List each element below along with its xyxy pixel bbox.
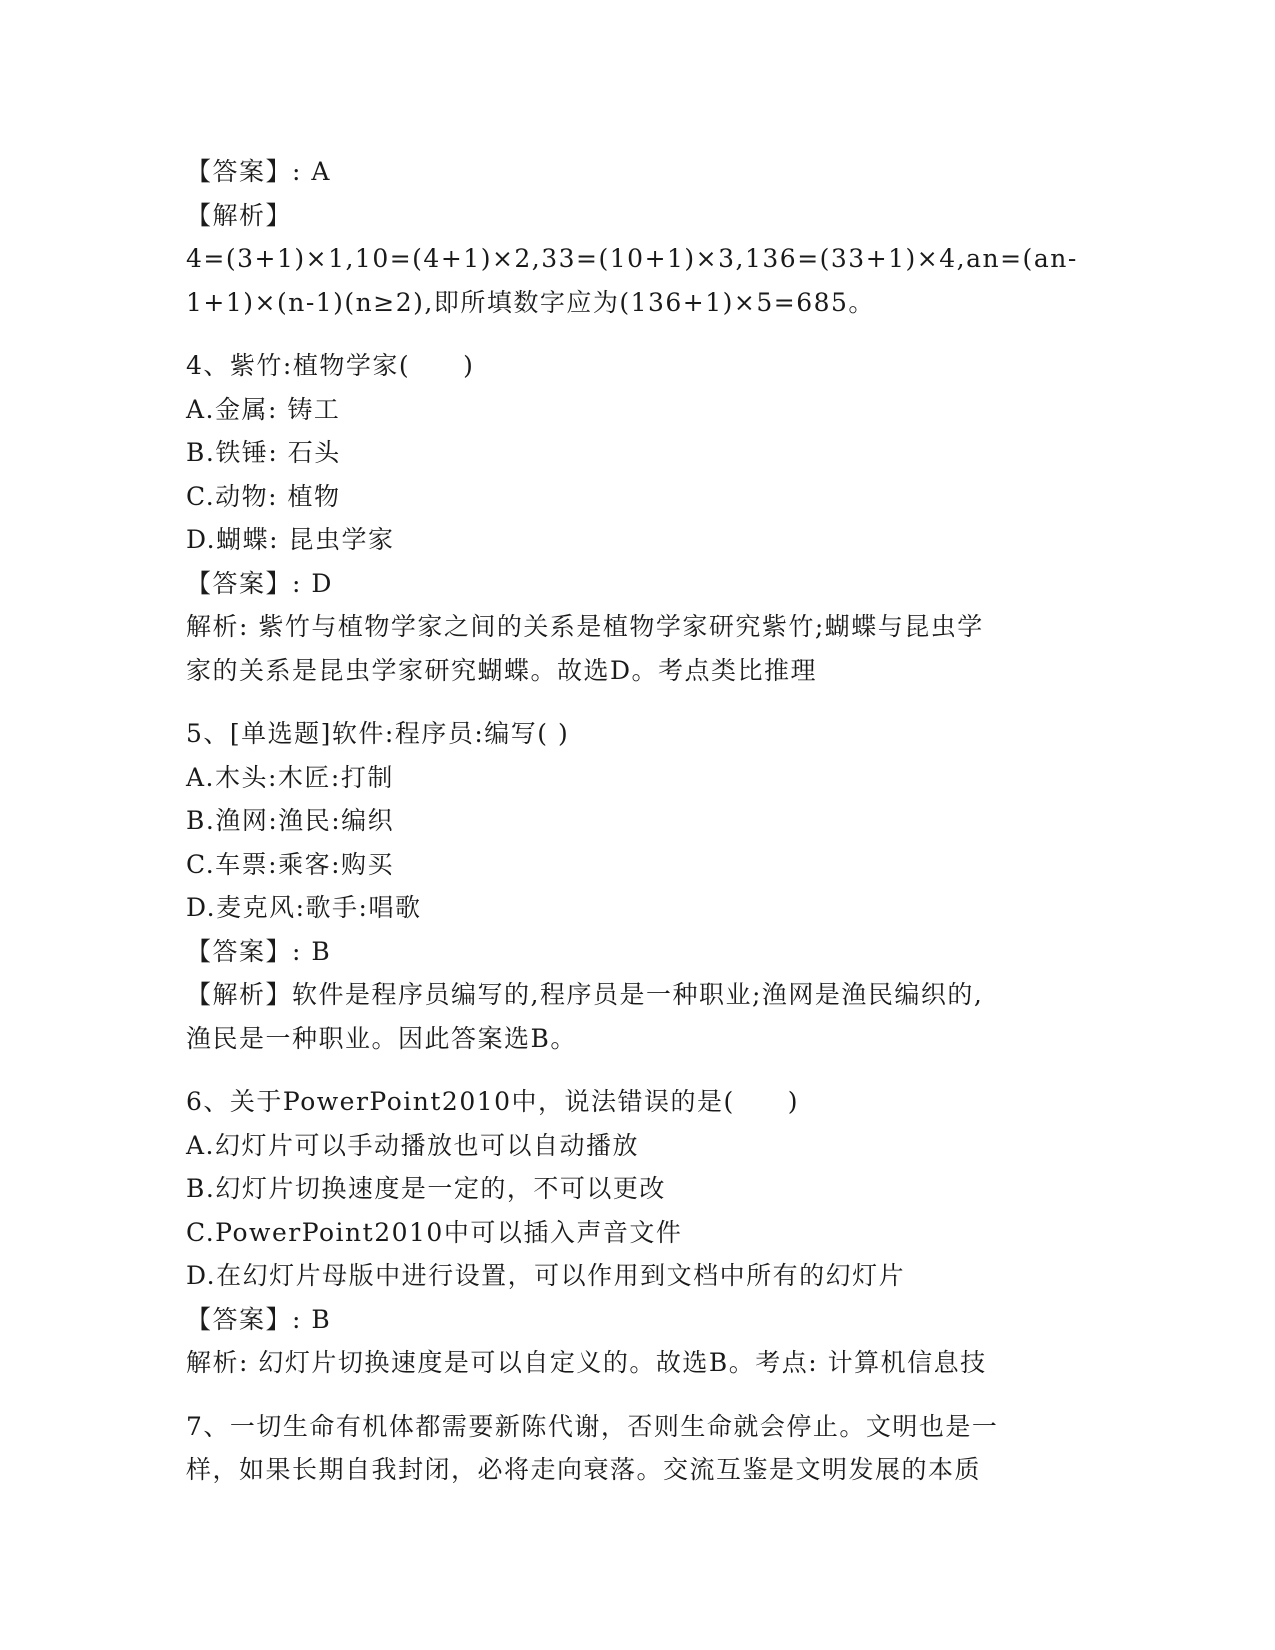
option-c: C.动物: 植物 xyxy=(186,481,341,511)
question-6-block xyxy=(186,1080,1086,1385)
question-3-answer-block xyxy=(186,150,1086,324)
option-b: B.渔网:渔民:编织 xyxy=(186,806,395,835)
option-b: B.铁锤: 石头 xyxy=(186,438,341,467)
option-a: A.金属: 铸工 xyxy=(186,394,341,424)
option-b: B.幻灯片切换速度是一定的，不可以更改 xyxy=(186,1174,666,1203)
answer-line: 【答案】: D xyxy=(186,568,333,598)
question-text: 7、一切生命有机体都需要新陈代谢，否则生命就会停止。文明也是一 xyxy=(186,1411,999,1441)
option-d: D.蝴蝶: 昆虫学家 xyxy=(186,525,395,554)
option-a: A.幻灯片可以手动播放也可以自动播放 xyxy=(186,1130,640,1160)
analysis-text: 家的关系是昆虫学家研究蝴蝶。故选D。考点类比推理 xyxy=(186,655,818,685)
analysis-text: 解析: 幻灯片切换速度是可以自定义的。故选B。考点: 计算机信息技 xyxy=(186,1348,987,1377)
option-c: C.车票:乘客:购买 xyxy=(186,849,395,879)
question-text: 样，如果长期自我封闭，必将走向衰落。交流互鉴是文明发展的本质 xyxy=(186,1455,982,1484)
option-d: D.麦克风:歌手:唱歌 xyxy=(186,893,422,922)
analysis-text: 【解析】软件是程序员编写的,程序员是一种职业;渔网是渔民编织的, xyxy=(186,980,984,1009)
analysis-text: 4=(3+1)×1,10=(4+1)×2,33=(10+1)×3,136=(33+1)×4,an=(an- xyxy=(186,244,1078,273)
question-7-block xyxy=(186,1405,1086,1492)
analysis-text: 1+1)×(n-1)(n≥2),即所填数字应为(136+1)×5=685。 xyxy=(186,287,875,317)
document-page xyxy=(186,150,1086,1492)
question-5-block xyxy=(186,712,1086,1060)
option-c: C.PowerPoint2010中可以插入声音文件 xyxy=(186,1217,683,1247)
question-title: 5、[单选题]软件:程序员:编写( ) xyxy=(186,719,570,748)
answer-line: 【答案】: B xyxy=(186,1304,332,1334)
question-title: 4、紫竹:植物学家( ) xyxy=(186,351,475,380)
analysis-text: 渔民是一种职业。因此答案选B。 xyxy=(186,1023,577,1053)
option-d: D.在幻灯片母版中进行设置，可以作用到文档中所有的幻灯片 xyxy=(186,1261,906,1290)
answer-line: 【答案】: A xyxy=(186,157,331,186)
analysis-heading: 【解析】 xyxy=(186,200,293,230)
analysis-text: 解析: 紫竹与植物学家之间的关系是植物学家研究紫竹;蝴蝶与昆虫学 xyxy=(186,612,984,641)
question-title: 6、关于PowerPoint2010中，说法错误的是( ) xyxy=(186,1087,800,1116)
option-a: A.木头:木匠:打制 xyxy=(186,762,394,792)
question-4-block xyxy=(186,344,1086,692)
answer-line: 【答案】: B xyxy=(186,936,332,966)
